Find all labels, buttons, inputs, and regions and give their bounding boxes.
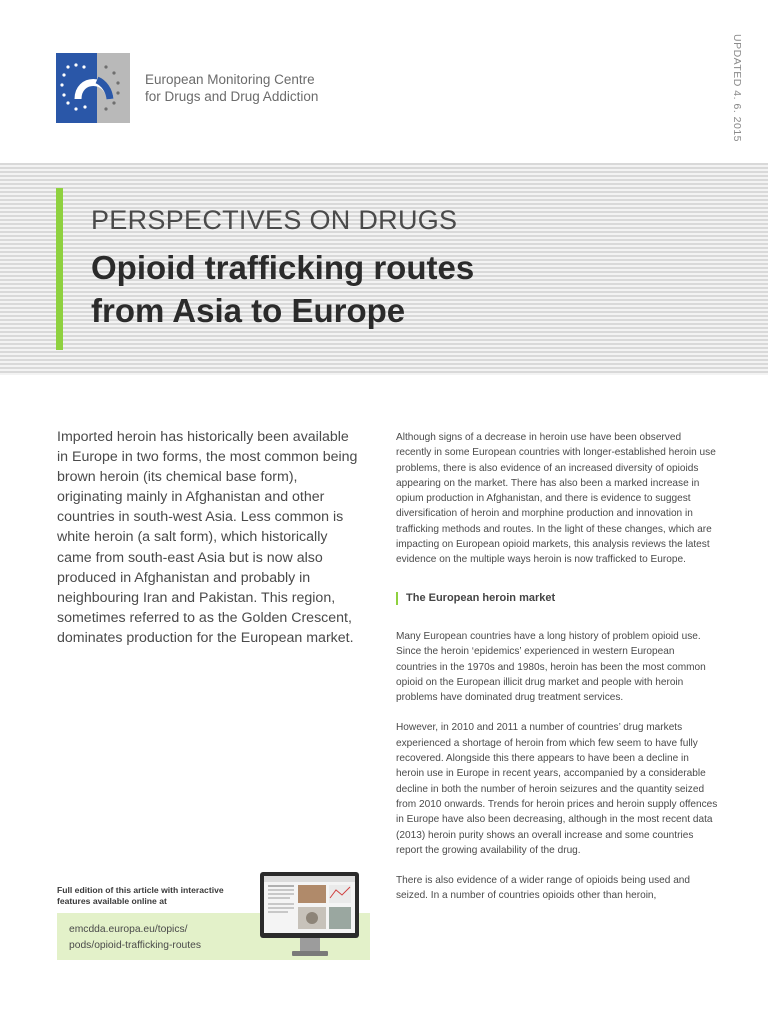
title-line1: Opioid trafficking routes — [91, 249, 475, 286]
monitor-frame — [260, 872, 359, 938]
monitor-neck — [300, 938, 320, 952]
body-paragraph-1: Many European countries have a long history of problem opioid use. Since the heroin ‘epidemics’ experienced in western European countries in the 1970s and 1980s, heroin has been the most common opioid on the European illicit drug market and people with heroin problems have dominated drug treatment services. — [396, 630, 706, 704]
online-edition-url-line2: pods/opioid-trafficking-routes — [69, 940, 202, 951]
monitor-base — [292, 951, 328, 956]
org-name-line2: for Drugs and Drug Addiction — [145, 89, 319, 104]
page-title — [91, 246, 711, 332]
updated-date-text: UPDATED 4. 6. 2015 — [731, 34, 743, 143]
monitor-screen — [264, 876, 355, 933]
title-accent-bar — [56, 188, 63, 350]
series-kicker: PERSPECTIVES ON DRUGS — [91, 205, 458, 235]
body-paragraph-2: However, in 2010 and 2011 a number of countries’ drug markets experienced a shortage of heroin from which few seem to have fully recovered. Alongside this there appears to have been a decline in heroin use in Europe in recent years, accompanied by a considerable decline in both the number of heroin seizures and the quantity seized from 2010 onwards. Trends for heroin prices and heroin supply offences in Europe have also been decreasing, although in the most recent data (2013) heroin purity shows an overall increase and some countries report the growing availability of the drug. — [396, 722, 718, 856]
updated-date — [727, 34, 743, 144]
body-column — [396, 430, 718, 919]
intro-paragraph: Although signs of a decrease in heroin use have been observed recently in some European countries with longer-established heroin use problems, there is also evidence of an increased diversity of opioids appearing on the market. There has also been a marked increase in opium production in Afghanistan, and there is evidence to suggest diversification of heroin and morphine production and innovation in trafficking methods and routes. In the light of these changes, which are impacting on European opioid markets, this analysis reviews the latest evidence on the multiple ways heroin is now trafficked to Europe. — [396, 432, 716, 566]
monitor-icon — [260, 872, 360, 960]
org-name-line1: European Monitoring Centre — [145, 72, 315, 87]
online-edition-url-line1: emcdda.europa.eu/topics/ — [69, 924, 188, 935]
webpage-thumbnail-icon — [264, 876, 355, 933]
organisation-name — [145, 71, 318, 105]
section-heading — [396, 591, 718, 606]
section-heading-bar — [396, 592, 398, 605]
title-banner — [0, 163, 768, 375]
section-heading-text: The European heroin market — [406, 591, 556, 604]
emcdda-logo — [56, 53, 130, 123]
body-paragraph-3: There is also evidence of a wider range of opioids being used and seized. In a number of countries opioids other than heroin, — [396, 875, 691, 902]
eu-stars-arch-icon — [56, 53, 130, 123]
lead-paragraph: Imported heroin has historically been available in Europe in two forms, the most common being brown heroin (its chemical base form), originating mainly in Afghanistan and other countries in south-west Asia. Less common is white heroin (a salt form), which historically came from south-east Asia but is now also produced in Afghanistan and probably in neighbouring Iran and Pakistan. This region, sometimes referred to as the Golden Crescent, dominates production for the European market. — [57, 429, 358, 646]
title-line2: from Asia to Europe — [91, 292, 406, 329]
online-edition-label: Full edition of this article with interactive features available online at — [57, 885, 224, 906]
online-edition-link[interactable] — [69, 922, 201, 954]
